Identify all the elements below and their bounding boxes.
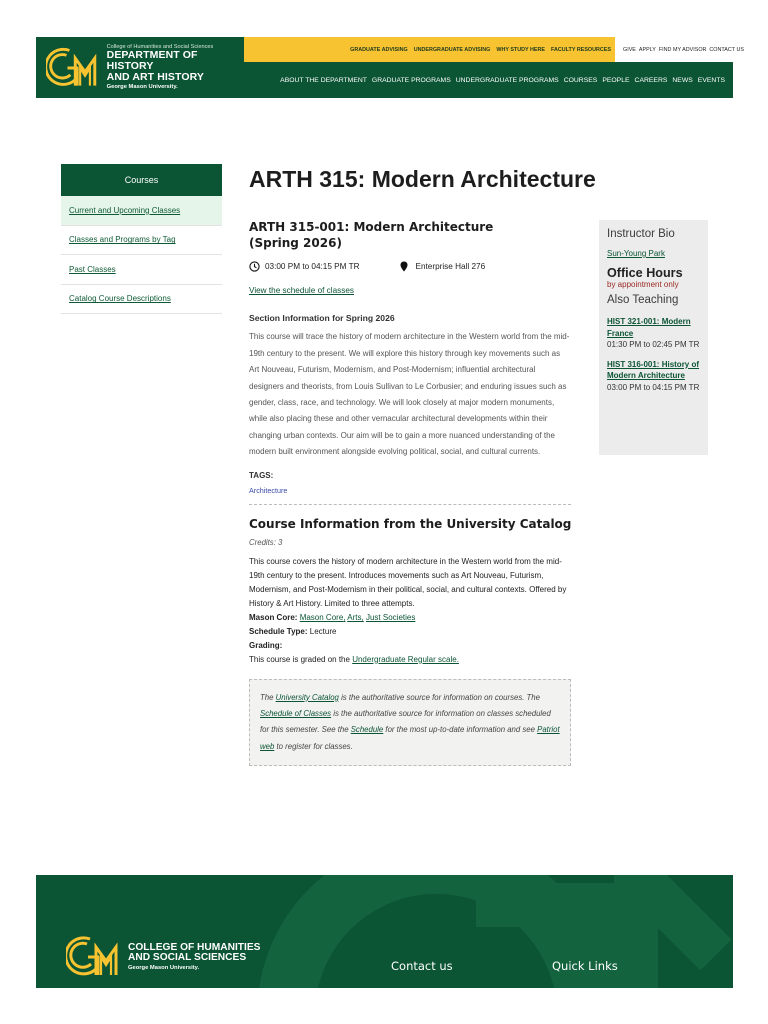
mason-core-just-societies-link[interactable]: Just Societies <box>365 612 416 622</box>
page-title: ARTH 315: Modern Architecture <box>249 166 596 192</box>
catalog-disclaimer-note <box>249 679 571 767</box>
nav-news[interactable]: NEWS <box>672 76 693 84</box>
schedule-type-label: Schedule Type: <box>249 626 308 636</box>
sidebar-item-classes-and-programs-by-tag[interactable]: Classes and Programs by Tag <box>61 226 222 256</box>
meeting-time: 03:00 PM to 04:15 PM TR <box>265 262 360 272</box>
instructor-name-link[interactable]: Sun-Young Park <box>607 249 665 258</box>
note-text-2: is the authoritative source for information on courses. The <box>341 692 540 702</box>
utility-nav <box>244 37 615 62</box>
sidebar-item-past-classes[interactable]: Past Classes <box>61 255 222 285</box>
main-nav <box>244 62 733 98</box>
department-logo[interactable] <box>36 37 244 98</box>
logo-text <box>107 45 244 91</box>
meeting-info <box>249 261 572 272</box>
quick-nav <box>615 37 744 62</box>
also-teaching-course-time: 03:00 PM to 04:15 PM TR <box>607 382 700 392</box>
schedule-type-row <box>249 625 572 639</box>
catalog-description: This course covers the history of modern architecture in the Western world from the mid-19th century to the present. Introduces movements such as Art Nouveau, Futurism, Modernism, and Post-Modernism in their political, social, and cultural contexts. Offered by History & Art History. Limited to three attempts. <box>249 556 567 608</box>
footer-college-logo[interactable] <box>66 933 260 981</box>
utility-link-undergraduate-advising[interactable]: UNDERGRADUATE ADVISING <box>413 46 491 53</box>
nav-undergraduate-programs[interactable]: UNDERGRADUATE PROGRAMS <box>455 76 559 84</box>
utility-link-why-study-here[interactable]: WHY STUDY HERE <box>496 46 545 53</box>
nav-graduate-programs[interactable]: GRADUATE PROGRAMS <box>371 76 451 84</box>
sidebar-item-current-and-upcoming-classes[interactable]: Current and Upcoming Classes <box>61 196 222 226</box>
mason-core-arts-link[interactable]: Arts <box>347 612 362 622</box>
logo-dept-line1: DEPARTMENT OF HISTORY <box>106 49 198 73</box>
meeting-location: Enterprise Hall 276 <box>415 262 486 272</box>
nav-events[interactable]: EVENTS <box>697 76 725 84</box>
section-description: This course will trace the history of modern architecture in the Western world from the mid-19th century to the present. We will explore this history through key movements such as Art Nouveau, Futurism, Modernism, and Post-Modernism; influential architectural designers and theorists, from Louis Sullivan to Le Corbusier; and enduring issues such as gender, class, race, and technology. We will look closely at major modern monuments, while also placing these and other vernacular architectural developments within their changing urban contexts. Our aim will be to gain a more nuanced understanding of the modern built environment alongside evolving political, social, and cultural currents. <box>249 332 570 457</box>
grading-label: Grading: <box>249 640 283 650</box>
sidebar-item-catalog-course-descriptions[interactable]: Catalog Course Descriptions <box>61 285 222 315</box>
tag-link-architecture[interactable]: Architecture <box>249 485 288 495</box>
credits: Credits: 3 <box>249 537 283 547</box>
clock-icon <box>249 261 260 272</box>
instructor-panel <box>599 220 708 455</box>
schedule-link[interactable]: Schedule <box>350 725 384 735</box>
instructor-bio-heading: Instructor Bio <box>607 228 675 240</box>
office-hours-value: by appointment only <box>607 280 679 289</box>
nav-careers[interactable]: CAREERS <box>634 76 668 84</box>
courses-sidebar <box>61 164 222 314</box>
quick-link-find-my-advisor[interactable]: FIND MY ADVISOR <box>658 46 707 53</box>
grading-text: This course is graded on the <box>249 654 350 664</box>
nav-courses[interactable]: COURSES <box>563 76 598 84</box>
section-heading <box>249 219 572 251</box>
patriot-web-link[interactable]: Patriot web <box>260 725 560 751</box>
map-pin-icon <box>400 261 408 272</box>
footer-quick-links-heading: Quick Links <box>552 959 618 973</box>
also-teaching-course-link[interactable]: HIST 316-001: History of Modern Architecture <box>607 359 700 381</box>
site-header <box>36 37 744 98</box>
also-teaching-heading: Also Teaching <box>607 294 679 306</box>
schedule-of-classes-link[interactable]: Schedule of Classes <box>260 709 332 719</box>
catalog-heading: Course Information from the University Catalog <box>249 516 572 531</box>
quick-link-apply[interactable]: APPLY <box>638 46 656 53</box>
gm-logo-icon <box>66 933 122 981</box>
schedule-type-value: Lecture <box>309 626 337 636</box>
utility-link-faculty-resources[interactable]: FACULTY RESOURCES <box>550 46 611 53</box>
section-heading-term: (Spring 2026) <box>249 236 342 251</box>
logo-university: George Mason University. <box>106 84 178 91</box>
quick-link-contact-us[interactable]: CONTACT US <box>709 46 744 53</box>
mason-core-label: Mason Core: <box>249 612 298 622</box>
footer-logo-line2: AND SOCIAL SCIENCES <box>128 952 247 964</box>
footer-logo-line1: COLLEGE OF HUMANITIES <box>128 941 261 953</box>
sidebar-title: Courses <box>61 164 222 196</box>
tags-label: TAGS: <box>249 470 274 480</box>
mason-core-row: Mason Core: Mason Core, Arts, Just Societies <box>249 612 416 622</box>
logo-dept-line2: AND ART HISTORY <box>106 71 205 84</box>
quick-link-give[interactable]: GIVE <box>623 46 636 53</box>
footer-logo-text <box>128 943 260 971</box>
note-text-3: is the authoritative source for information on classes scheduled for this semester. See the <box>260 709 551 735</box>
nav-about-the-department[interactable]: ABOUT THE DEPARTMENT <box>280 76 367 84</box>
university-catalog-link[interactable]: University Catalog <box>275 692 339 702</box>
also-teaching-course-link[interactable]: HIST 321-001: Modern France <box>607 317 691 338</box>
grading-row <box>249 653 572 667</box>
footer-contact-heading: Contact us <box>391 959 453 973</box>
utility-link-graduate-advising[interactable]: GRADUATE ADVISING <box>350 46 408 53</box>
section-divider <box>249 504 571 505</box>
note-text-1: The <box>260 692 274 702</box>
note-text-4: for the most up-to-date information and see <box>385 725 535 735</box>
grading-scale-link[interactable]: Undergraduate Regular scale. <box>352 654 459 664</box>
footer-logo-university: George Mason University. <box>128 965 200 972</box>
nav-people[interactable]: PEOPLE <box>602 76 630 84</box>
logo-college-name: College of Humanities and Social Sciences <box>106 43 214 50</box>
gm-logo-icon <box>46 44 101 92</box>
office-hours-heading: Office Hours <box>607 266 683 280</box>
site-footer <box>36 875 733 988</box>
section-heading-course: ARTH 315-001: Modern Architecture <box>249 220 494 234</box>
also-teaching-course-time: 01:30 PM to 02:45 PM TR <box>607 340 700 349</box>
mason-core-link[interactable]: Mason Core <box>299 612 344 622</box>
view-schedule-link[interactable]: View the schedule of classes <box>249 286 354 296</box>
note-text-5: to register for classes. <box>276 741 353 751</box>
grading-label-row <box>249 639 572 653</box>
course-main-content <box>249 219 572 766</box>
section-info-heading: Section Information for Spring 2026 <box>249 313 395 324</box>
